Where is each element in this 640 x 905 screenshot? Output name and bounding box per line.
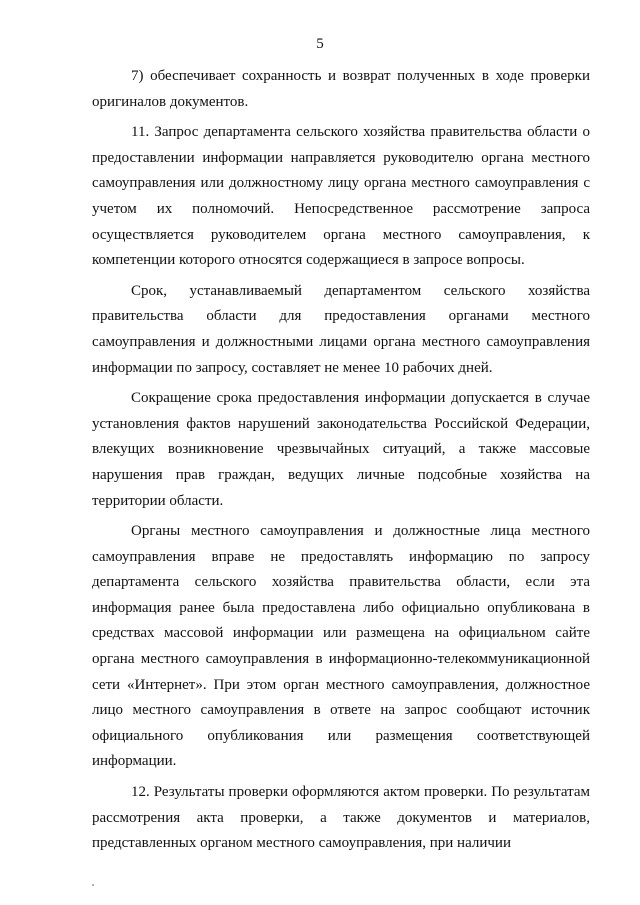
- page-number: 5: [316, 36, 324, 52]
- scan-dot: [92, 884, 94, 886]
- paragraph-item-7: 7) обеспечивает сохранность и возврат полученных в ходе проверки оригиналов документов.: [92, 68, 590, 110]
- paragraph-deadline: Срок, устанавливаемый департаментом сельского хозяйства правительства области для предоставления органами местного самоуправления и должностными лицами органа местного самоуправления информации по запросу, составляет не менее 10 рабочих дней.: [92, 282, 590, 376]
- paragraph-clause-12: 12. Результаты проверки оформляются актом проверки. По результатам рассмотрения акта проверки, а также документов и материалов, представленных органом местного самоуправления, при наличии: [92, 784, 590, 852]
- paragraph-refusal-right: Органы местного самоуправления и должностные лица местного самоуправления вправе не предоставлять информацию по запросу департамента сельского хозяйства правительства области, если эта информация ранее была предоставлена либо официально опубликована в средствах массовой информации или размещена на официальном сайте органа местного самоуправления в информационно-телекоммуникационной сети «Интернет». При этом орган местного самоуправления, должностное лицо местного самоуправления в ответе на запрос сообщают источник официального опубликования или размещения соответствующей информации.: [92, 523, 590, 770]
- document-body: [92, 64, 590, 857]
- paragraph-deadline-reduction: Сокращение срока предоставления информации допускается в случае установления фактов нарушений законодательства Российской Федерации, влекущих возникновение чрезвычайных ситуаций, а также массовые нарушения прав граждан, ведущих личные подсобные хозяйства на территории области.: [92, 390, 590, 509]
- paragraph-clause-11: 11. Запрос департамента сельского хозяйства правительства области о предоставлении информации направляется руководителю органа местного самоуправления или должностному лицу органа местного самоуправления с учетом их полномочий. Непосредственное рассмотрение запроса осуществляется руководителем органа местного самоуправления, к компетенции которого относятся содержащиеся в запросе вопросы.: [92, 124, 590, 269]
